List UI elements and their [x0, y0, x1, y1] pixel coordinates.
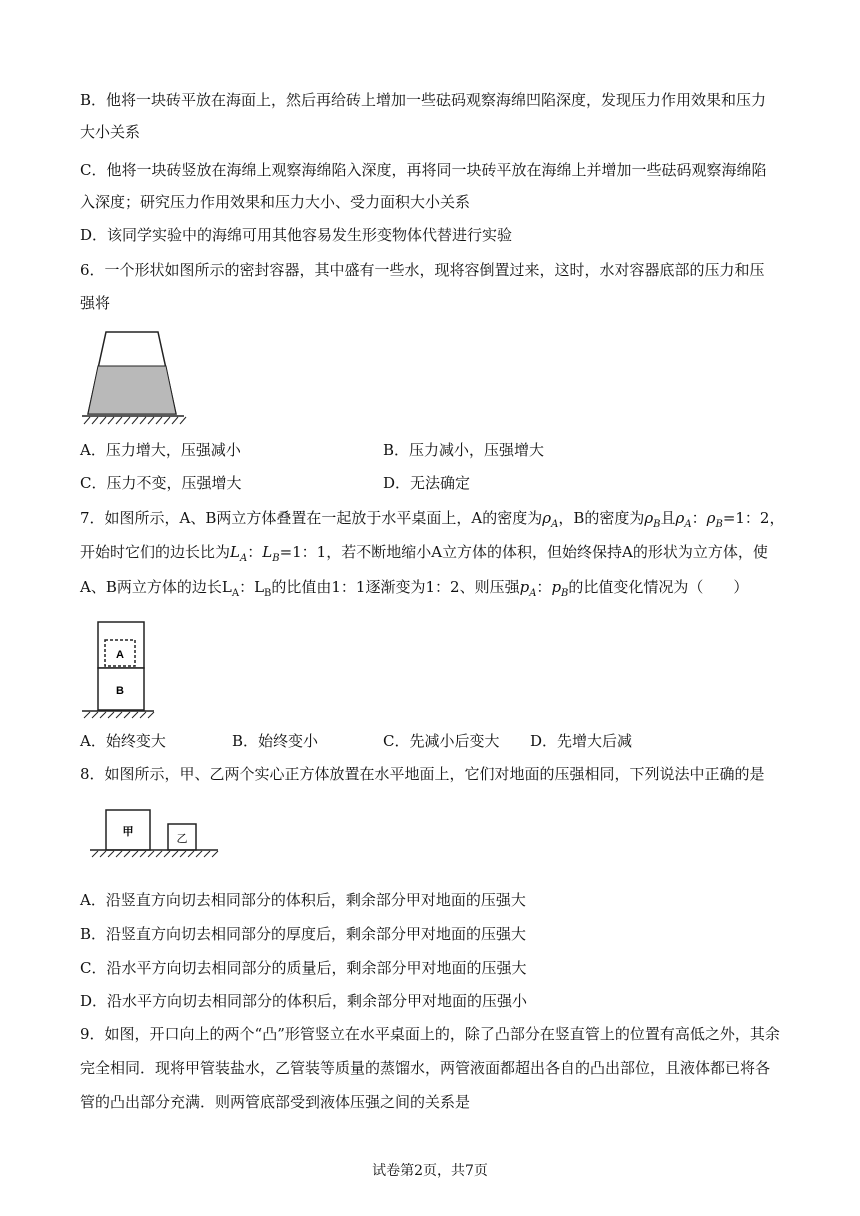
q7-fig-label-a: A — [116, 649, 124, 661]
q5-option-d: D．该同学实验中的海绵可用其他容易发生形变物体代替进行实验 — [80, 226, 513, 244]
q7-fig-label-b: B — [116, 685, 124, 697]
q8-option-b: B．沿竖直方向切去相同部分的厚度后，剩余部分甲对地面的压强大 — [80, 925, 527, 943]
q8-option-d: D．沿水平方向切去相同部分的体积后，剩余部分甲对地面的压强小 — [80, 992, 528, 1010]
q7-option-b: B．始终变小 — [232, 732, 319, 750]
q6-container-figure — [80, 330, 190, 426]
q7-option-c: C．先减小后变大 — [383, 732, 500, 750]
q7-option-a: A．始终变大 — [80, 732, 166, 750]
q6-stem-line2: 强将 — [80, 294, 111, 312]
q5-option-c-line2: 入深度；研究压力作用效果和压力大小、受力面积大小关系 — [80, 193, 471, 211]
q7-stem-line3: A、B两立方体的边长$L_A$：$L_B$的比值由1：1逐渐变为1：2、则压强$p_A$：$p_B$的比值变化情况为（ ） — [80, 578, 749, 599]
q9-stem-line2: 完全相同．现将甲管装盐水，乙管装等质量的蒸馏水，两管液面都超出各自的凸出部位，且液体都已将各 — [80, 1059, 771, 1077]
q8-option-a: A．沿竖直方向切去相同部分的体积后，剩余部分甲对地面的压强大 — [80, 891, 526, 909]
q6-stem-line1: 6．一个形状如图所示的密封容器，其中盛有一些水，现将容倒置过来，这时，水对容器底部的压力和压 — [80, 261, 765, 279]
q6-option-a: A．压力增大，压强减小 — [80, 441, 241, 459]
q8-fig-label-jia: 甲 — [122, 825, 134, 838]
q9-stem-line1: 9．如图，开口向上的两个“凸”形管竖立在水平桌面上的，除了凸部分在竖直管上的位置有高低之外，其余 — [80, 1025, 780, 1043]
q7-stem-line2: 开始时它们的边长比为$L_A$：$L_B=1$：1，若不断地缩小A立方体的体积，但始终保持A的形状为立方体，使 — [80, 543, 768, 564]
page-footer: 试卷第2页，共7页 — [372, 1163, 488, 1179]
q5-option-b-line1: B．他将一块砖平放在海面上，然后再给砖上增加一些砝码观察海绵凹陷深度，发现压力作用效果和压力 — [80, 91, 767, 109]
q9-stem-line3: 管的凸出部分充满．则两管底部受到液体压强之间的关系是 — [80, 1093, 471, 1111]
q7-stacked-cubes-figure — [80, 618, 160, 720]
q8-option-c: C．沿水平方向切去相同部分的质量后，剩余部分甲对地面的压强大 — [80, 959, 527, 977]
q6-option-b: B．压力减小，压强增大 — [383, 441, 545, 459]
q8-cubes-figure — [88, 804, 222, 858]
q7-option-d: D．先增大后减 — [530, 732, 633, 750]
q5-option-c-line1: C．他将一块砖竖放在海绵上观察海绵陷入深度，再将同一块砖平放在海绵上并增加一些砝码观察海绵陷 — [80, 161, 767, 179]
q5-option-b-line2: 大小关系 — [80, 123, 141, 141]
q8-fig-label-yi: 乙 — [176, 832, 188, 845]
q8-stem: 8．如图所示，甲、乙两个实心正方体放置在水平地面上，它们对地面的压强相同，下列说法中正确的是 — [80, 765, 765, 783]
q6-option-d: D．无法确定 — [383, 474, 471, 492]
q6-option-c: C．压力不变，压强增大 — [80, 474, 242, 492]
q7-stem-line1: 7．如图所示，A、B两立方体叠置在一起放于水平桌面上，A的密度为$\rho_A$，B的密度为$\rho_B$且$\rho_A$：$\rho_B=1$：2， — [80, 509, 785, 530]
